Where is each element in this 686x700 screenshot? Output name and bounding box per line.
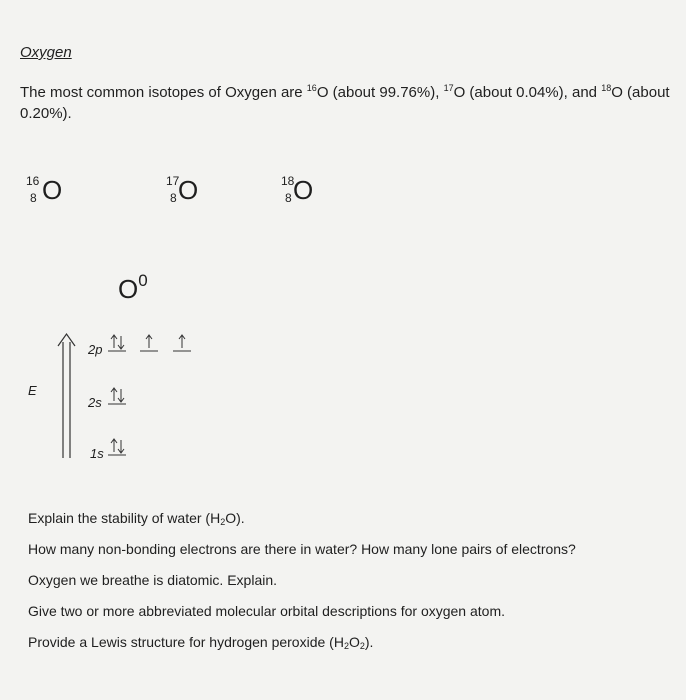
iso1-symbol: O xyxy=(316,84,329,101)
iso3-percent: (about 0.20%). xyxy=(20,84,670,122)
question-3: Oxygen we breathe is diatomic. Explain. xyxy=(28,572,278,588)
questions-list xyxy=(28,510,668,665)
level-2s-label: 2s xyxy=(88,395,102,410)
orbital-2p-3 xyxy=(173,335,191,351)
isotope-mass: 18 xyxy=(281,174,295,188)
question-5: Provide a Lewis structure for hydrogen peroxide $(H_2O_2)$. xyxy=(28,634,374,651)
question-4: Give two or more abbreviated molecular orbital descriptions for oxygen atom. xyxy=(28,603,505,619)
iso3-symbol: O xyxy=(611,84,623,101)
energy-label: E xyxy=(28,383,37,398)
isotope-symbol: O xyxy=(293,175,314,205)
atom-label xyxy=(118,271,148,305)
question-1: Explain the stability of water $(H_2O)$. xyxy=(28,510,245,527)
isotope-mass: 17 xyxy=(166,174,180,188)
atom-symbol: O xyxy=(118,274,139,304)
iso2-percent: (about 0.04%), and xyxy=(465,84,602,101)
orbital-2s xyxy=(108,388,126,404)
atom-charge: 0 xyxy=(138,271,148,290)
iso1-mass: 16 xyxy=(306,83,317,93)
intro-prefix: The most common isotopes of Oxygen are xyxy=(20,84,307,101)
orbital-2p-2 xyxy=(140,335,158,351)
orbital-1s xyxy=(108,439,126,455)
intro-paragraph xyxy=(20,82,670,124)
iso2-symbol: O xyxy=(453,84,466,101)
isotope-atomic-number: 8 xyxy=(170,191,177,205)
iso1-percent: (about 99.76%), xyxy=(328,84,444,101)
isotope-16 xyxy=(26,174,86,210)
orbital-2p-1 xyxy=(108,335,126,351)
isotope-symbol: O xyxy=(42,175,63,205)
iso2-mass: 17 xyxy=(443,83,454,93)
isotope-mass: 16 xyxy=(26,174,40,188)
isotope-17 xyxy=(166,174,226,210)
isotope-18 xyxy=(281,174,341,210)
isotope-symbol: O xyxy=(178,175,199,205)
level-1s-label: 1s xyxy=(90,446,104,461)
level-2p-label: 2p xyxy=(88,342,103,357)
isotope-atomic-number: 8 xyxy=(285,191,292,205)
iso3-mass: 18 xyxy=(601,83,612,93)
question-2: How many non-bonding electrons are there in water? How many lone pairs of electrons? xyxy=(28,541,576,557)
heading: Oxygen xyxy=(20,44,72,61)
isotope-atomic-number: 8 xyxy=(30,191,37,205)
